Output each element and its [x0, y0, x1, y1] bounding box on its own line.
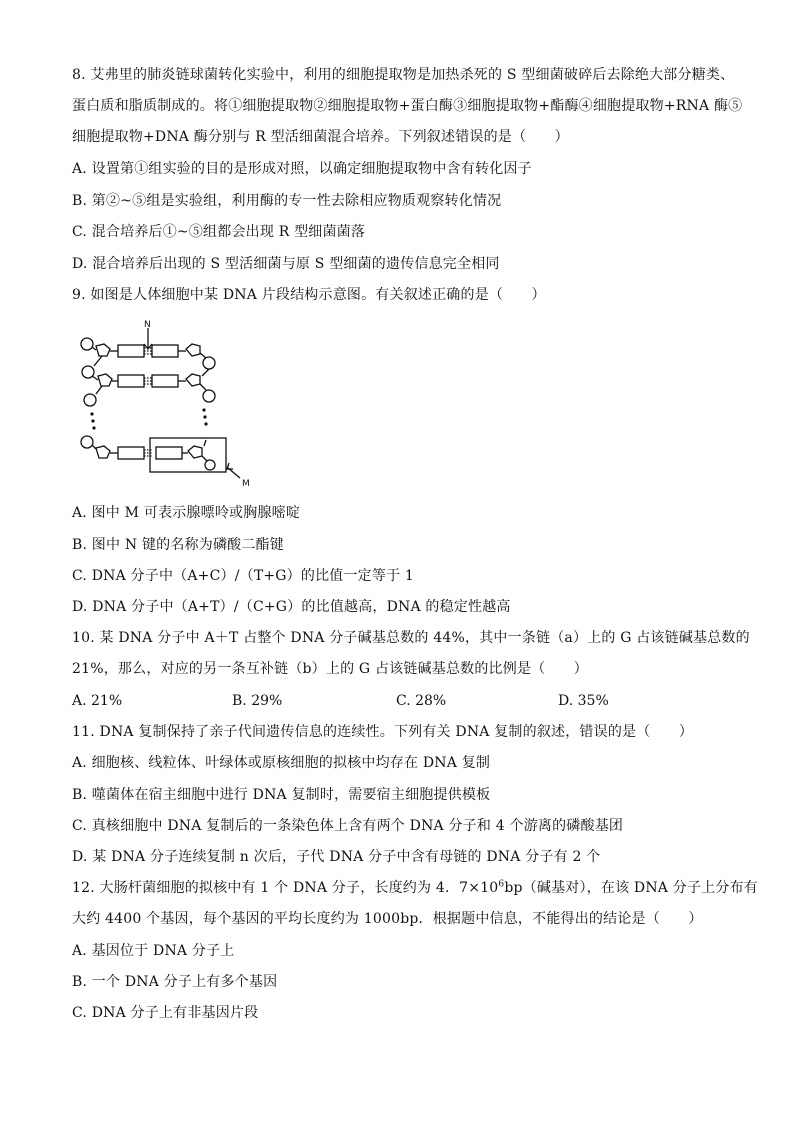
base-rect	[152, 375, 178, 387]
q8-stem-line-3: 细胞提取物+DNA 酶分别与 R 型活细菌混合培养。下列叙述错误的是（ ）	[72, 129, 569, 145]
phosphate-circle	[84, 394, 96, 406]
q10-option-a: A. 21%	[72, 693, 123, 709]
q10-option-d: D. 35%	[558, 693, 609, 709]
q12-option-c: C. DNA 分子上有非基因片段	[72, 1005, 259, 1021]
deoxyribose-pentagon	[188, 446, 202, 458]
q12-line1-part-b: bp（碱基对），在该 DNA 分子上分布有	[504, 880, 758, 896]
q10-option-b: B. 29%	[232, 693, 283, 709]
q9-option-d: D. DNA 分子中（A+T）/（C+G）的比值越高，DNA 的稳定性越高	[72, 599, 511, 615]
label-n: N	[144, 320, 151, 330]
deoxyribose-pentagon	[186, 344, 200, 356]
dna-structure-diagram	[72, 318, 252, 488]
q8-stem-line-2: 蛋白质和脂质制成的。将①细胞提取物②细胞提取物+蛋白酶③细胞提取物+酯酶④细胞提取物+RNA 酶⑤	[72, 98, 743, 114]
q12-stem-line-1	[72, 879, 758, 897]
q8-stem-line-1: 8. 艾弗里的肺炎链球菌转化实验中，利用的细胞提取物是加热杀死的 S 型细菌破碎后去除绝大部分糖类、	[72, 67, 735, 83]
q9-option-b: B. 图中 N 键的名称为磷酸二酯键	[72, 537, 284, 553]
phosphate-circle	[205, 460, 215, 470]
q10-stem-line-1: 10. 某 DNA 分子中 A＋T 占整个 DNA 分子碱基总数的 44%，其中一条链（a）上的 G 占该链碱基总数的	[72, 630, 750, 646]
q12-option-a: A. 基因位于 DNA 分子上	[72, 943, 235, 959]
q11-option-d: D. 某 DNA 分子连续复制 n 次后，子代 DNA 分子中含有母链的 DNA 分子有 2 个	[72, 849, 601, 865]
q12-option-b: B. 一个 DNA 分子上有多个基因	[72, 974, 278, 990]
deoxyribose-pentagon	[186, 374, 200, 386]
q11-option-a: A. 细胞核、线粒体、叶绿体或原核细胞的拟核中均存在 DNA 复制	[72, 755, 491, 771]
q10-stem-line-2: 21%，那么，对应的另一条互补链（b）上的 G 占该链碱基总数的比例是（ ）	[72, 661, 588, 677]
q9-option-c: C. DNA 分子中（A+C）/（T+G）的比值一定等于 1	[72, 568, 415, 584]
q9-option-a: A. 图中 M 可表示腺嘌呤或胸腺嘧啶	[72, 505, 301, 521]
q11-stem: 11. DNA 复制保持了亲子代间遗传信息的连续性。下列有关 DNA 复制的叙述，错误的是（ ）	[72, 724, 694, 740]
base-rect	[118, 345, 144, 357]
q12-stem-line-2: 大约 4400 个基因，每个基因的平均长度约为 1000bp．根据题中信息，不能得出的结论是（ ）	[72, 911, 703, 927]
phosphate-circle	[203, 357, 215, 369]
q8-option-b: B. 第②~⑤组是实验组，利用酶的专一性去除相应物质观察转化情况	[72, 193, 502, 209]
phosphate-circle	[203, 390, 215, 402]
q10-option-c: C. 28%	[396, 693, 447, 709]
label-m: M	[242, 479, 250, 488]
base-rect	[152, 345, 178, 357]
base-rect	[156, 447, 182, 459]
deoxyribose-pentagon	[96, 344, 110, 356]
phosphate-circle	[81, 338, 93, 350]
q11-option-c: C. 真核细胞中 DNA 复制后的一条染色体上含有两个 DNA 分子和 4 个游离的磷酸基团	[72, 818, 624, 834]
q8-option-c: C. 混合培养后①~⑤组都会出现 R 型细菌菌落	[72, 224, 366, 240]
base-rect	[118, 447, 144, 459]
m-pointer-arrow	[227, 463, 233, 469]
q8-option-a: A. 设置第①组实验的目的是形成对照，以确定细胞提取物中含有转化因子	[72, 161, 532, 177]
phosphate-circle	[81, 436, 93, 448]
q12-exponent: 6	[498, 879, 505, 890]
deoxyribose-pentagon	[98, 374, 112, 386]
base-rect	[118, 375, 144, 387]
q9-stem: 9. 如图是人体细胞中某 DNA 片段结构示意图。有关叙述正确的是（ ）	[72, 287, 546, 303]
q11-option-b: B. 噬菌体在宿主细胞中进行 DNA 复制时，需要宿主细胞提供模板	[72, 787, 491, 803]
q12-line1-part-a: 12. 大肠杆菌细胞的拟核中有 1 个 DNA 分子，长度约为 4．7×10	[72, 880, 499, 896]
q8-option-d: D. 混合培养后出现的 S 型活细菌与原 S 型细菌的遗传信息完全相同	[72, 256, 500, 272]
deoxyribose-pentagon	[96, 446, 110, 458]
